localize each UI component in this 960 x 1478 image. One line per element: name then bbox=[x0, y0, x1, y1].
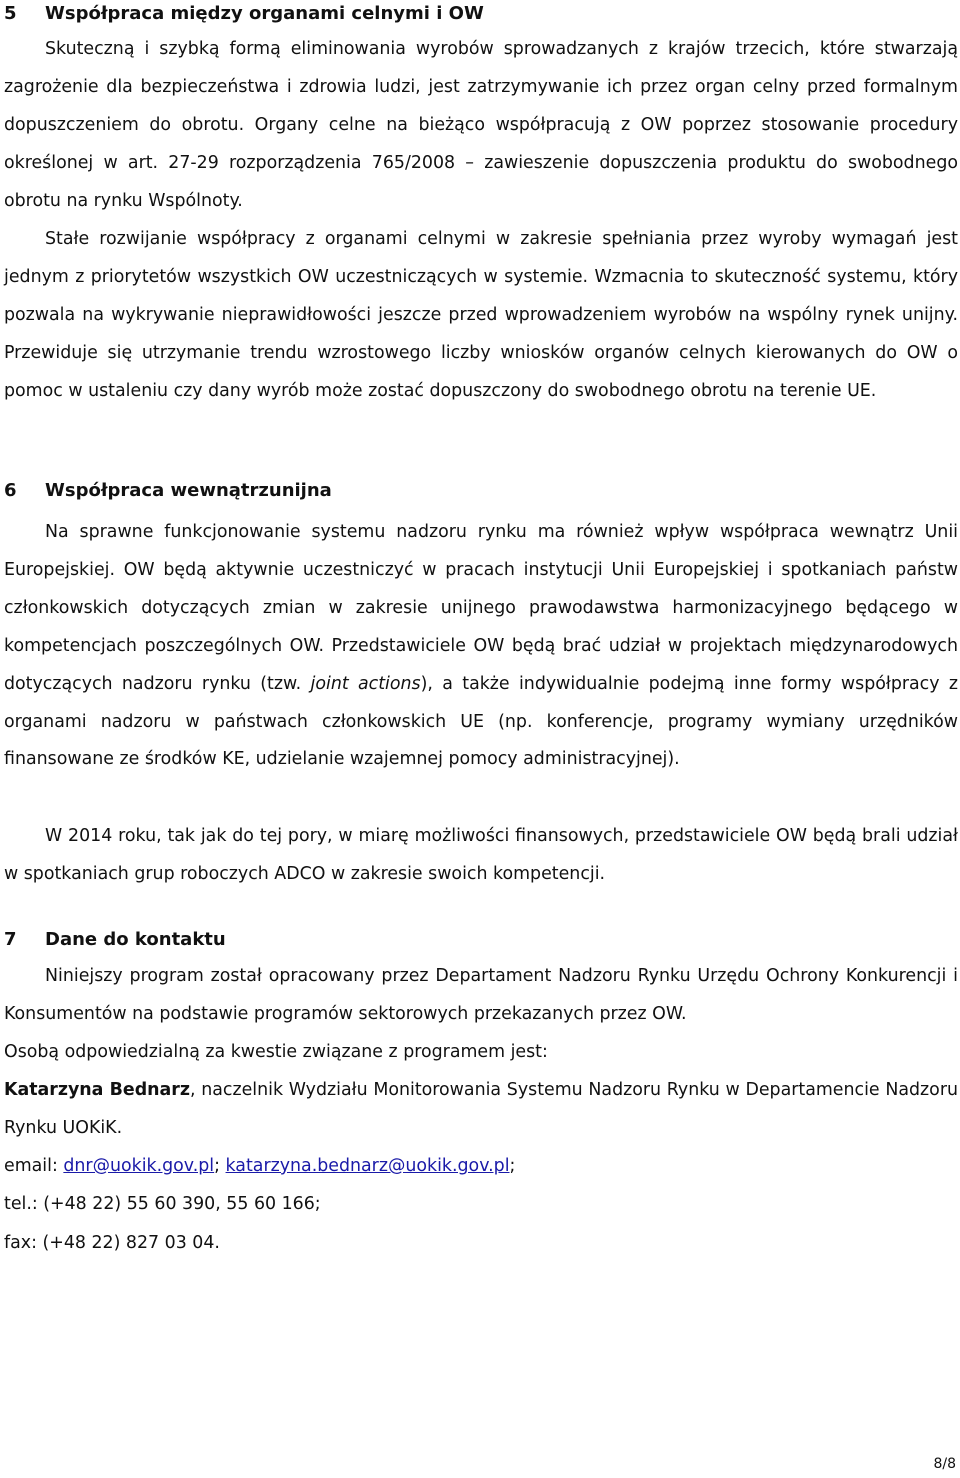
person-name: Katarzyna Bednarz bbox=[4, 1080, 190, 1100]
email-separator: ; bbox=[214, 1156, 226, 1176]
page-number: 8/8 bbox=[933, 1456, 956, 1472]
paragraph-text: Na sprawne funkcjonowanie systemu nadzoru rynku ma również wpływ współpraca wewnątrz Unii Europejskiej. OW będą aktywnie uczestniczyć w pracach instytucji Unii Europejskiej i spotkaniach państw członkowskich dotyczących zmian w zakresie unijnego prawodawstwa harmonizacyjnego będącego w kompetencjach poszczególnych OW. Przedstawiciele OW będą brać udział w projektach międzynarodowych dotyczących nadzoru rynku (tzw. bbox=[4, 522, 958, 694]
section-title: Współpraca wewnątrzunijna bbox=[45, 480, 332, 501]
responsible-person bbox=[4, 1072, 958, 1148]
section-number: 6 bbox=[4, 480, 17, 501]
paragraph-text: ), a także indywidualnie podejmą inne formy współpracy z organami nadzoru w państwach członkowskich UE (np. konferencje, programy wymiany urzędników finansowane ze środków KE, udzielanie wzajemnej pomocy administracyjnej). bbox=[4, 673, 959, 770]
email-link-katarzyna[interactable]: katarzyna.bednarz@uokik.gov.pl bbox=[225, 1156, 510, 1176]
email-end: ; bbox=[509, 1156, 516, 1176]
section-7-paragraph-1: Niniejszy program został opracowany przez Departament Nadzoru Rynku Urzędu Ochrony Konkurencji i Konsumentów na podstawie programów sektorowych przekazanych przez OW. bbox=[4, 966, 958, 1024]
email-label: email: bbox=[4, 1156, 64, 1176]
section-6-paragraph-1 bbox=[4, 514, 958, 779]
section-title: Współpraca między organami celnymi i OW bbox=[45, 3, 484, 24]
phone-line: tel.: (+48 22) 55 60 390, 55 60 166; bbox=[4, 1194, 321, 1214]
email-line bbox=[4, 1148, 515, 1186]
fax-line: fax: (+48 22) 827 03 04. bbox=[4, 1233, 220, 1253]
section-6-paragraph-2: W 2014 roku, tak jak do tej pory, w miarę możliwości finansowych, przedstawiciele OW będą brali udział w spotkaniach grup roboczych ADCO w zakresie swoich kompetencji. bbox=[4, 826, 958, 884]
section-5-heading bbox=[4, 2, 484, 26]
section-5-paragraph-2: Stałe rozwijanie współpracy z organami celnymi w zakresie spełniania przez wyroby wymagań jest jednym z priorytetów wszystkich OW uczestniczących w systemie. Wzmacnia to skuteczność systemu, który pozwala na wykrywanie nieprawidłowości jeszcze przed wprowadzeniem wyrobów na wspólny rynek unijny. Przewiduje się utrzymanie trendu wzrostowego liczby wniosków organów celnych kierowanych do OW o pomoc w ustaleniu czy dany wyrób może zostać dopuszczony do swobodnego obrotu na terenie UE. bbox=[4, 229, 958, 401]
section-number: 5 bbox=[4, 3, 17, 24]
joint-actions-term: joint actions bbox=[310, 673, 421, 694]
email-link-dnr[interactable]: dnr@uokik.gov.pl bbox=[63, 1156, 215, 1176]
responsible-person-intro: Osobą odpowiedzialną za kwestie związane z programem jest: bbox=[4, 1042, 548, 1062]
section-title: Dane do kontaktu bbox=[45, 929, 226, 950]
section-number: 7 bbox=[4, 929, 17, 950]
section-6-heading bbox=[4, 479, 332, 503]
section-5-paragraph-1: Skuteczną i szybką formą eliminowania wyrobów sprowadzanych z krajów trzecich, które stwarzają zagrożenie dla bezpieczeństwa i zdrowia ludzi, jest zatrzymywanie ich przez organ celny przed formalnym dopuszczeniem do obrotu. Organy celne na bieżąco współpracują z OW poprzez stosowanie procedury określonej w art. 27-29 rozporządzenia 765/2008 – zawieszenie dopuszczenia produktu do swobodnego obrotu na rynku Wspólnoty. bbox=[4, 39, 958, 211]
section-7-heading bbox=[4, 928, 226, 952]
person-role: , naczelnik Wydziału Monitorowania Systemu Nadzoru Rynku w Departamencie Nadzoru Rynku UOKiK. bbox=[4, 1080, 958, 1138]
